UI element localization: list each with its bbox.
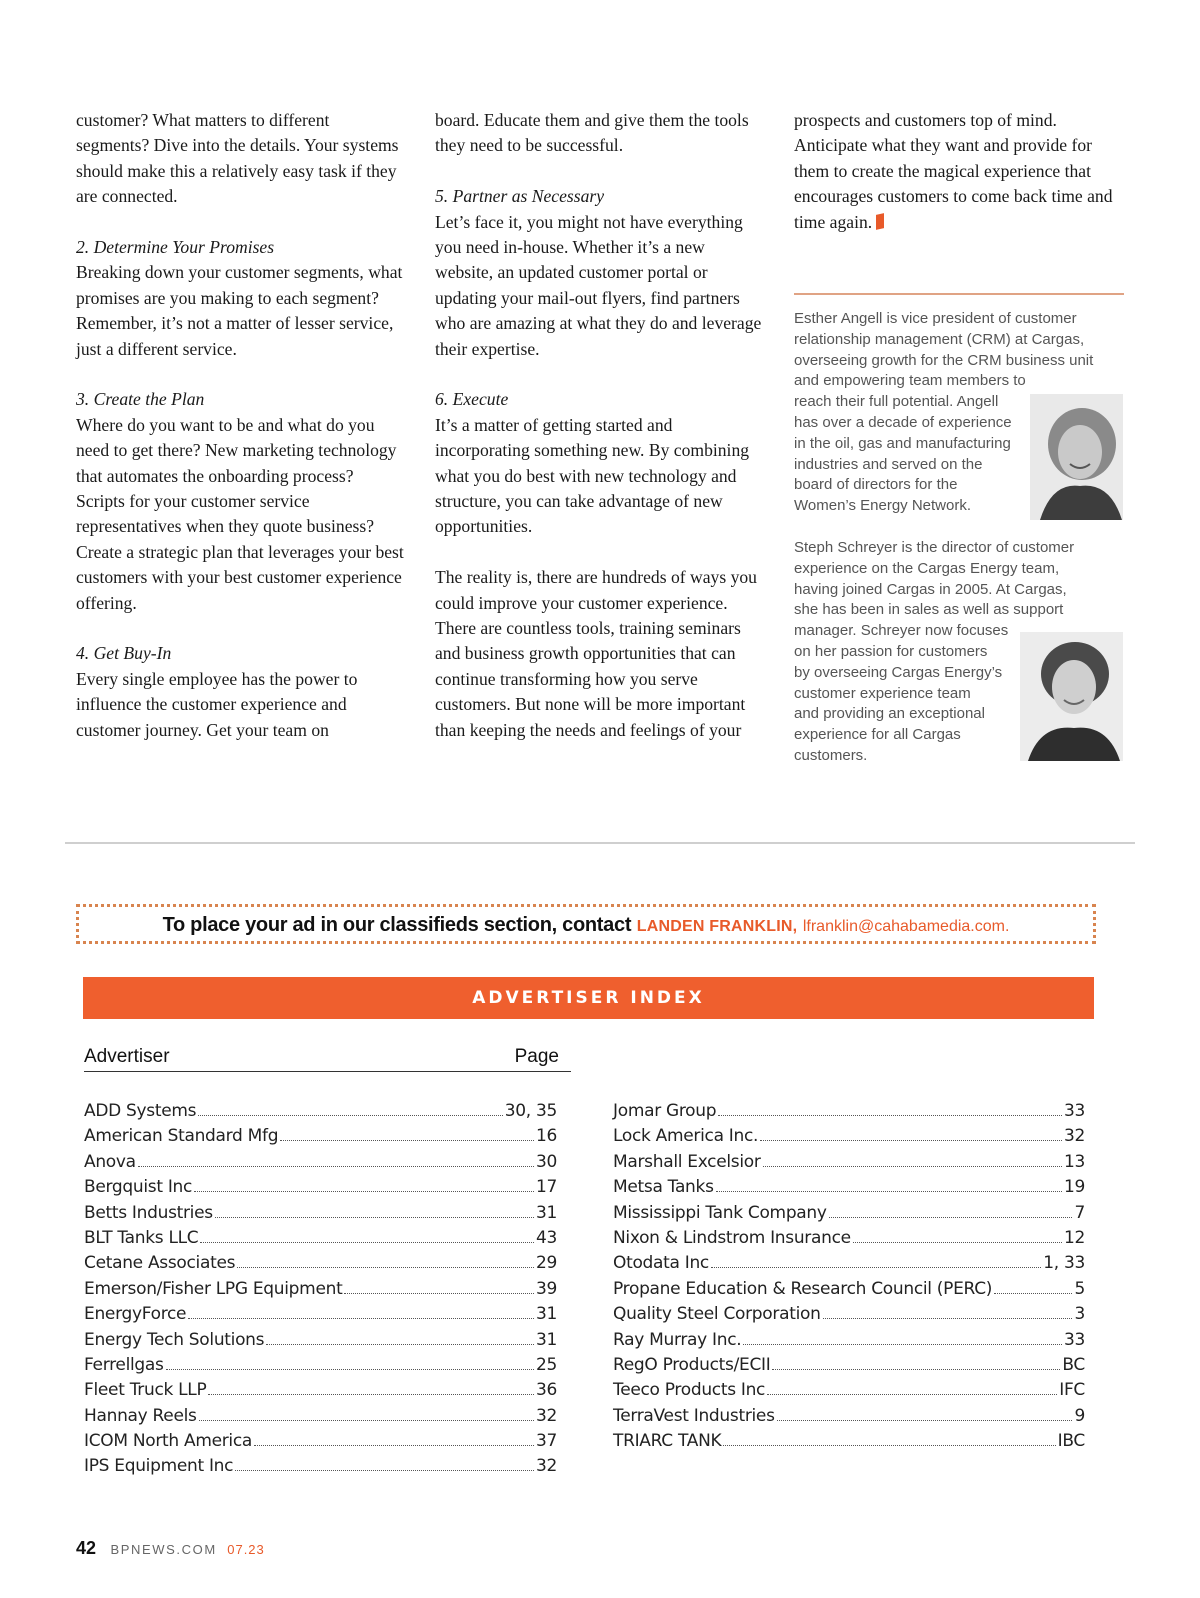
advertiser-row[interactable] [613,1124,1085,1149]
advertiser-page: 37 [535,1431,557,1452]
paragraph: Breaking down your customer segments, what promises are you making to each segment? Remember, it’s not a matter of lesser service, just a different service. [76,262,403,359]
dot-leader [823,1318,1073,1319]
advertiser-row[interactable] [613,1404,1085,1429]
dot-leader [829,1217,1073,1218]
dot-leader [344,1293,534,1294]
dot-leader [718,1115,1062,1116]
dot-leader [194,1191,534,1192]
advertiser-row[interactable] [613,1353,1085,1378]
page-footer [76,1538,265,1559]
article-column-2 [435,108,765,743]
issue-date: 07.23 [227,1542,265,1557]
advertiser-page: 29 [535,1253,557,1274]
advertiser-row[interactable] [613,1378,1085,1403]
advertiser-name: Propane Education & Research Council (PERC) [613,1278,993,1299]
advertiser-name: ICOM North America [84,1431,253,1452]
dot-leader [188,1318,534,1319]
bio-line: she has been in sales as well as support [794,601,1064,619]
advertiser-name: ADD Systems [84,1101,197,1121]
advertiser-row[interactable] [84,1150,557,1175]
advertiser-name: Emerson/Fisher LPG Equipment [84,1278,343,1299]
advertiser-name: Nixon & Lindstrom Insurance [613,1227,851,1248]
bio-line: having joined Cargas in 2005. At Cargas, [794,580,1067,598]
advertiser-row[interactable] [613,1302,1085,1327]
advertiser-row[interactable] [84,1251,557,1276]
paragraph-gap [435,159,765,184]
dot-leader [199,1420,534,1421]
dot-leader [208,1394,534,1395]
bio-line: Steph Schreyer is the director of customer [794,539,1075,556]
advertiser-name: American Standard Mfg [84,1126,279,1147]
dot-leader [716,1191,1062,1192]
advertiser-page: 19 [1063,1177,1085,1198]
dot-leader [777,1420,1073,1421]
advertiser-name: Bergquist Inc [84,1177,193,1198]
advertiser-row[interactable] [84,1353,557,1378]
page-number: 42 [76,1538,97,1558]
advertiser-row[interactable] [84,1302,557,1327]
dot-leader [280,1140,534,1141]
advertiser-row[interactable] [613,1175,1085,1200]
advertiser-page: 9 [1074,1405,1085,1426]
advertiser-row[interactable] [613,1226,1085,1251]
advertiser-name: BLT Tanks LLC [84,1227,199,1248]
advertiser-row[interactable] [84,1099,557,1124]
advertiser-row[interactable] [84,1378,557,1403]
advertiser-name: Cetane Associates [84,1253,236,1274]
advertiser-list-left [84,1099,557,1480]
bio-line: reach their full potential. Angell [794,393,999,411]
paragraph: board. Educate them and give them the tools they need to be successful. [435,110,749,156]
bio-line: in the oil, gas and manufacturing [794,434,1011,452]
header-page: Page [514,1046,559,1067]
advertiser-name: Otodata Inc [613,1253,709,1274]
advertiser-name: Hannay Reels [84,1405,197,1426]
advertiser-page: 32 [535,1405,557,1426]
header-advertiser: Advertiser [84,1046,170,1067]
bio-line: industries and served on the [794,455,983,473]
paragraph: Every single employee has the power to influence the customer experience and customer journey. Get your team on [76,668,358,740]
paragraph: customer? What matters to different segments? Dive into the details. Your systems should make this a relatively easy task if they are connected. [76,110,399,207]
advertiser-name: IPS Equipment Inc [84,1456,234,1477]
advertiser-name: Jomar Group [613,1101,717,1121]
bio-line: experience on the Cargas Energy team, [794,559,1060,577]
advertiser-page: 16 [535,1126,557,1147]
dot-leader [763,1166,1062,1167]
advertiser-row[interactable] [84,1404,557,1429]
paragraph: Let’s face it, you might not have everything you need in-house. Whether it’s a new website, an updated customer portal or updating your mail-out flyers, find partners who are amazing at what they do and leverage their expertise. [435,211,762,359]
advertiser-page: 32 [1063,1126,1085,1147]
dot-leader [723,1445,1055,1446]
bio-line: experience for all Cargas [794,726,961,744]
bio-line: Esther Angell is vice president of customer [794,310,1077,327]
advertiser-page: 33 [1063,1329,1085,1350]
advertiser-name: Mississippi Tank Company [613,1202,827,1223]
paragraph-gap [76,210,406,235]
dot-leader [743,1344,1062,1345]
advertiser-name: Betts Industries [84,1202,213,1223]
section-heading: 3. Create the Plan [76,389,205,410]
author-photo-esther-angell [1030,394,1123,520]
dot-leader [266,1344,534,1345]
bio-line: has over a decade of experience [794,413,1012,431]
advertiser-name: TerraVest Industries [613,1405,775,1426]
section-heading: 6. Execute [435,389,509,410]
advertiser-row[interactable] [84,1201,557,1226]
dot-leader [138,1166,534,1167]
bio-line: by overseeing Cargas Energy’s [794,663,1003,681]
advertiser-page: 30, 35 [504,1101,557,1121]
dot-leader [198,1115,503,1116]
dot-leader [237,1267,534,1268]
advertiser-row[interactable] [84,1454,557,1479]
advertiser-row[interactable] [84,1277,557,1302]
advertiser-page: 30 [535,1151,557,1172]
advertiser-index-banner: ADVERTISER INDEX [83,977,1094,1019]
end-of-article-mark [876,213,884,230]
dot-leader [711,1267,1041,1268]
advertiser-row[interactable] [613,1277,1085,1302]
paragraph-gap [435,362,765,387]
advertiser-row[interactable] [613,1201,1085,1226]
dot-leader [853,1242,1062,1243]
dot-leader [767,1394,1057,1395]
bio-divider [794,293,1124,295]
advertiser-row[interactable] [84,1226,557,1251]
advertiser-row[interactable] [613,1328,1085,1353]
advertiser-page: 33 [1063,1101,1085,1121]
classifieds-contact-email[interactable]: lfranklin@cahabamedia.com. [802,918,1010,935]
advertiser-page: 36 [535,1380,557,1401]
dot-leader [166,1369,534,1370]
paragraph: Where do you want to be and what do you need to get there? New marketing technology that automates the onboarding process? Scripts for your customer service representatives when they quote business? Create a strategic plan that leverages your best customers with your best customer experience offering. [76,414,404,613]
bio-line: manager. Schreyer now focuses [794,622,1009,640]
bio-line: and empowering team members to [794,372,1026,390]
paragraph-gap [435,540,765,565]
bio-line: board of directors for the [794,476,958,494]
advertiser-row[interactable] [84,1429,557,1454]
section-heading: 5. Partner as Necessary [435,186,605,207]
advertiser-name: EnergyForce [84,1304,187,1325]
advertiser-row[interactable] [84,1175,557,1200]
advertiser-name: Quality Steel Corporation [613,1304,821,1325]
dot-leader [235,1470,534,1471]
advertiser-page: 12 [1063,1227,1085,1248]
bio-line: customers. [794,746,868,764]
advertiser-list-right [613,1099,1085,1454]
advertiser-row[interactable] [84,1124,557,1149]
advertiser-name: Ferrellgas [84,1354,164,1375]
dot-leader [760,1140,1062,1141]
advertiser-name: Lock America Inc. [613,1126,759,1147]
advertiser-page: 31 [535,1329,557,1350]
advertiser-page: 3 [1074,1304,1085,1325]
site-url[interactable]: BPNEWS.COM [110,1542,217,1557]
bio-line: on her passion for customers [794,642,988,660]
bio-line: Women’s Energy Network. [794,497,972,515]
classifieds-contact-name: LANDEN FRANKLIN, [636,918,798,935]
advertiser-page: 5 [1074,1278,1085,1299]
bio-line: overseeing growth for the CRM business unit [794,351,1094,369]
author-photo-steph-schreyer [1020,632,1123,761]
paragraph-gap [76,362,406,387]
advertiser-row[interactable] [613,1429,1085,1454]
advertiser-page: 31 [535,1202,557,1223]
classifieds-notice [76,904,1096,944]
advertiser-row[interactable] [613,1251,1085,1276]
paragraph: The reality is, there are hundreds of ways you could improve your customer experience. There are countless tools, training seminars and business growth opportunities that can continue transforming how you serve customers. But none will be more important than keeping the needs and feelings of your [435,567,757,740]
dot-leader [254,1445,534,1446]
section-heading: 4. Get Buy-In [76,643,172,664]
advertiser-page: BC [1062,1354,1085,1375]
advertiser-page: 1, 33 [1043,1253,1085,1274]
advertiser-name: RegO Products/ECII [613,1354,771,1375]
paragraph-gap [76,616,406,641]
advertiser-page: 39 [535,1278,557,1299]
paragraph: prospects and customers top of mind. Anticipate what they want and provide for them to create the magical experience that encourages customers to come back time and time again. [794,110,1113,232]
section-divider [65,842,1135,844]
article-column-3 [794,108,1129,235]
advertiser-page: IBC [1057,1431,1085,1452]
advertiser-name: Metsa Tanks [613,1177,714,1198]
advertiser-row[interactable] [613,1150,1085,1175]
advertiser-page: 32 [535,1456,557,1477]
article-column-1 [76,108,406,743]
advertiser-page: 43 [535,1227,557,1248]
advertiser-name: TRIARC TANK [613,1431,722,1452]
advertiser-name: Teeco Products Inc [613,1380,766,1401]
advertiser-page: 25 [535,1354,557,1375]
bio-line: and providing an exceptional [794,705,985,723]
dot-leader [200,1242,534,1243]
advertiser-name: Ray Murray Inc. [613,1329,742,1350]
section-heading: 2. Determine Your Promises [76,237,275,258]
advertiser-name: Anova [84,1151,136,1172]
paragraph: It’s a matter of getting started and incorporating something new. By combining what you do best with new technology and structure, you can take advantage of new opportunities. [435,414,750,537]
classifieds-lead-text: To place your ad in our classifieds section, contact [162,914,632,936]
advertiser-index-header [84,1044,571,1072]
advertiser-name: Fleet Truck LLP [84,1380,207,1401]
bio-line: customer experience team [794,684,971,702]
advertiser-row[interactable] [613,1099,1085,1124]
advertiser-page: 7 [1074,1202,1085,1223]
advertiser-page: 31 [535,1304,557,1325]
dot-leader [994,1293,1072,1294]
advertiser-name: Marshall Excelsior [613,1151,761,1172]
dot-leader [772,1369,1060,1370]
dot-leader [215,1217,534,1218]
advertiser-row[interactable] [84,1328,557,1353]
bio-line: relationship management (CRM) at Cargas, [794,330,1085,348]
advertiser-page: 17 [535,1177,557,1198]
advertiser-name: Energy Tech Solutions [84,1329,265,1350]
advertiser-page: IFC [1059,1380,1085,1401]
advertiser-page: 13 [1063,1151,1085,1172]
